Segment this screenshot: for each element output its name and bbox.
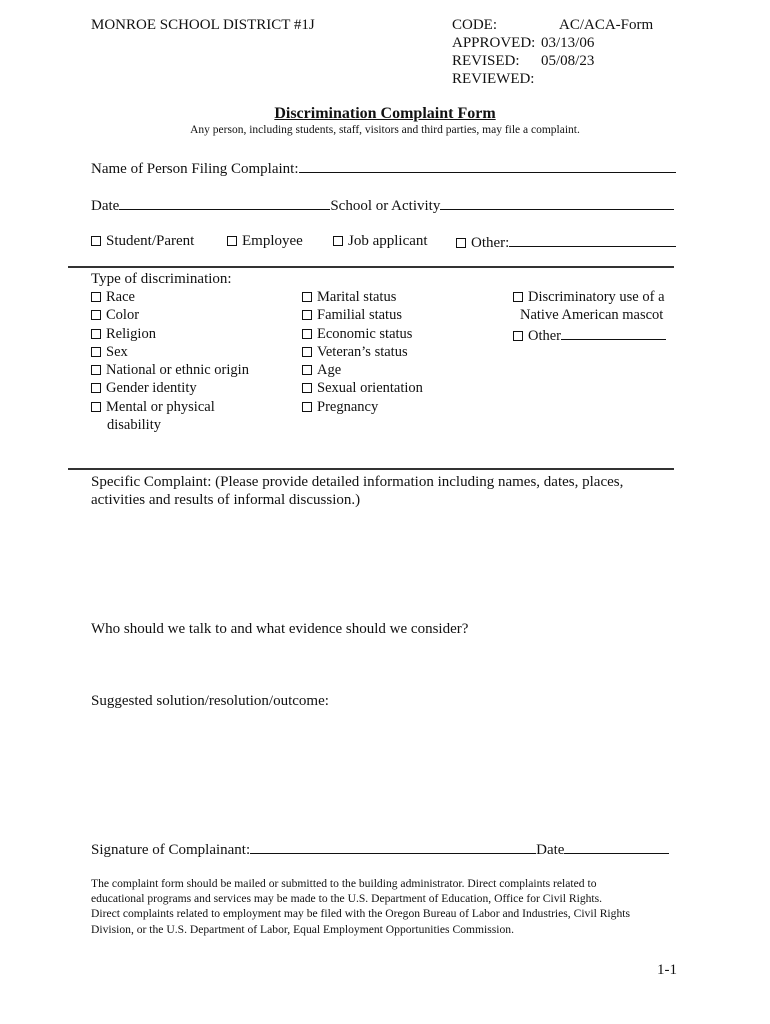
meta-key: CODE: <box>452 17 497 33</box>
specific-complaint-prompt: Specific Complaint: (Please provide detailed information including names, dates, places, activities and results of informal discussion.) <box>91 474 624 508</box>
checkbox-icon[interactable] <box>456 238 466 248</box>
discrimination-option[interactable]: Sex <box>91 343 249 361</box>
signature-date-line[interactable] <box>564 839 669 854</box>
district-name: MONROE SCHOOL DISTRICT #1J <box>91 17 315 33</box>
discrimination-col-1 <box>91 288 249 434</box>
discrimination-option[interactable]: Gender identity <box>91 379 249 397</box>
checkbox-icon[interactable] <box>513 331 523 341</box>
date-field-line[interactable] <box>119 195 330 210</box>
role-label: Other: <box>471 235 510 251</box>
page-number: 1-1 <box>657 962 677 978</box>
checkbox-icon[interactable] <box>302 383 312 393</box>
discrimination-option[interactable]: National or ethnic origin <box>91 361 249 379</box>
form-meta <box>452 16 653 88</box>
checkbox-icon[interactable] <box>91 310 101 320</box>
checkbox-icon[interactable] <box>302 347 312 357</box>
page-subtitle: Any person, including students, staff, visitors and third parties, may file a complaint. <box>190 124 580 136</box>
name-field-line[interactable] <box>299 158 676 173</box>
date-school-row <box>91 195 674 215</box>
checkbox-icon[interactable] <box>91 347 101 357</box>
discrimination-option-other[interactable]: Other <box>513 325 666 345</box>
checkbox-icon[interactable] <box>91 383 101 393</box>
checkbox-icon[interactable] <box>91 329 101 339</box>
evidence-question: Who should we talk to and what evidence should we consider? <box>91 621 469 637</box>
checkbox-icon[interactable] <box>227 236 237 246</box>
checkbox-icon[interactable] <box>302 402 312 412</box>
other-discrimination-line[interactable] <box>561 325 666 340</box>
name-field-label: Name of Person Filing Complaint: <box>91 161 299 177</box>
discrimination-option[interactable]: Economic status <box>302 325 423 343</box>
checkbox-icon[interactable] <box>91 365 101 375</box>
discrimination-option[interactable]: Religion <box>91 325 249 343</box>
checkbox-icon[interactable] <box>513 292 523 302</box>
section-divider <box>68 468 674 470</box>
meta-key: REVIEWED: <box>452 71 535 87</box>
role-option-student-parent[interactable] <box>91 232 194 250</box>
role-option-job-applicant[interactable] <box>333 232 428 250</box>
signature-date-label: Date <box>536 842 565 858</box>
page-title: Discrimination Complaint Form <box>274 105 496 122</box>
name-field[interactable] <box>91 158 676 178</box>
discrimination-col-3 <box>513 288 666 345</box>
discrimination-heading: Type of discrimination: <box>91 271 232 287</box>
solution-answer-area[interactable] <box>91 712 675 832</box>
specific-complaint-area[interactable] <box>91 512 675 612</box>
meta-value: AC/ACA-Form <box>559 17 654 33</box>
checkbox-icon[interactable] <box>302 292 312 302</box>
date-field-label: Date <box>91 198 120 214</box>
discrimination-option[interactable]: Race <box>91 288 249 306</box>
discrimination-option[interactable]: Marital status <box>302 288 423 306</box>
meta-value: 05/08/23 <box>541 53 595 69</box>
checkbox-icon[interactable] <box>91 402 101 412</box>
signature-label: Signature of Complainant: <box>91 842 251 858</box>
discrimination-option[interactable]: Mental or physical <box>91 398 249 416</box>
checkbox-icon[interactable] <box>91 236 101 246</box>
meta-value: 03/13/06 <box>541 35 595 51</box>
meta-key: APPROVED: <box>452 35 536 51</box>
checkbox-icon[interactable] <box>302 365 312 375</box>
signature-row <box>91 839 669 859</box>
evidence-answer-area[interactable] <box>91 640 675 688</box>
discrimination-option[interactable]: Familial status <box>302 306 423 324</box>
solution-label: Suggested solution/resolution/outcome: <box>91 693 329 709</box>
meta-key: REVISED: <box>452 53 520 69</box>
discrimination-option[interactable]: Sexual orientation <box>302 379 423 397</box>
discrimination-option[interactable]: Veteran’s status <box>302 343 423 361</box>
school-field-label: School or Activity <box>330 198 441 214</box>
signature-line[interactable] <box>250 839 536 854</box>
footer-notice: The complaint form should be mailed or submitted to the building administrator. Direct complaints related to educational programs and services may be made to the U.S. Department of Education, Office for Civil Rights. Direct complaints related to employment may be filed with the Oregon Bureau of Labor and Industries, Civil Rights Division, or the U.S. Department of Labor, Equal Employment Opportunities Commission. <box>91 877 630 936</box>
discrimination-option[interactable]: Pregnancy <box>302 398 423 416</box>
checkbox-icon[interactable] <box>91 292 101 302</box>
checkbox-icon[interactable] <box>333 236 343 246</box>
discrimination-option-continued: disability <box>107 417 161 434</box>
discrimination-col-2 <box>302 288 423 416</box>
discrimination-option[interactable]: Age <box>302 361 423 379</box>
role-label: Job applicant <box>348 233 428 249</box>
discrimination-option-continued: Native American mascot <box>520 307 664 324</box>
discrimination-option[interactable]: Color <box>91 306 249 324</box>
checkbox-icon[interactable] <box>302 329 312 339</box>
checkbox-icon[interactable] <box>302 310 312 320</box>
role-label: Student/Parent <box>106 233 195 249</box>
section-divider <box>68 266 674 268</box>
school-field-line[interactable] <box>440 195 674 210</box>
discrimination-option[interactable]: Discriminatory use of a <box>513 288 666 306</box>
role-label: Employee <box>242 233 303 249</box>
role-option-other[interactable] <box>456 232 676 252</box>
other-role-line[interactable] <box>509 232 676 247</box>
role-option-employee[interactable] <box>227 232 303 250</box>
